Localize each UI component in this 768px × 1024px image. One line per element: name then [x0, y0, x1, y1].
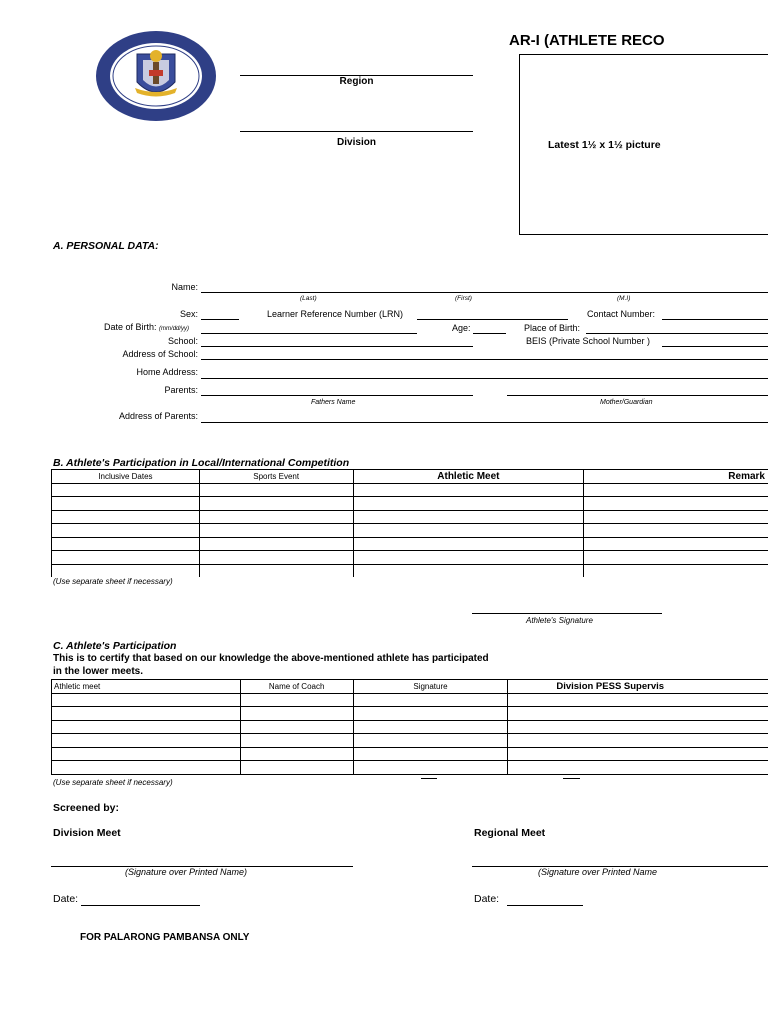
lrn-label: Learner Reference Number (LRN) — [267, 309, 404, 319]
col-division-pess-supervisor: Division PESS Supervis — [508, 680, 768, 694]
form-title: AR-I (ATHLETE RECO — [509, 32, 665, 49]
address-of-school-field[interactable] — [201, 359, 768, 360]
small-dash-1 — [421, 778, 437, 779]
col-remarks: Remark — [584, 470, 768, 484]
table-row[interactable] — [52, 551, 768, 565]
small-dash-2 — [563, 778, 580, 779]
table-row[interactable] — [52, 483, 768, 497]
table-row[interactable] — [52, 707, 768, 721]
first-hint: (First) — [455, 295, 472, 302]
contact-label: Contact Number: — [587, 309, 656, 319]
parents-label: Parents: — [164, 385, 198, 395]
address-of-parents-field[interactable] — [201, 422, 768, 423]
table-header-row — [52, 680, 768, 694]
table-row[interactable] — [52, 761, 768, 775]
section-b-table-wrap — [51, 469, 768, 577]
table-row[interactable] — [52, 747, 768, 761]
name-label: Name: — [171, 282, 198, 292]
col-inclusive-dates: Inclusive Dates — [52, 470, 200, 484]
division-meet-label: Division Meet — [53, 827, 121, 839]
section-b-note: (Use separate sheet if necessary) — [53, 577, 173, 586]
regional-signature-label: (Signature over Printed Name — [538, 867, 658, 877]
sex-field[interactable] — [201, 319, 239, 320]
mother-field[interactable] — [507, 395, 768, 396]
lrn-field[interactable] — [417, 319, 568, 320]
col-signature: Signature — [353, 680, 508, 694]
school-label: School: — [167, 336, 198, 346]
date-left-field[interactable] — [81, 905, 200, 906]
date-right-label: Date: — [474, 893, 503, 905]
division-line — [240, 131, 473, 132]
beis-field[interactable] — [662, 346, 768, 347]
regional-meet-label: Regional Meet — [474, 827, 546, 839]
certify-line-2: in the lower meets. — [53, 666, 144, 677]
section-b-heading: B. Athlete's Participation in Local/International Competition — [53, 457, 350, 469]
palarong-pambansa-label: FOR PALARONG PAMBANSA ONLY — [80, 932, 250, 943]
place-of-birth-label: Place of Birth: — [524, 323, 581, 333]
last-hint: (Last) — [300, 295, 317, 302]
table-row[interactable] — [52, 693, 768, 707]
section-c-note: (Use separate sheet if necessary) — [53, 778, 173, 787]
region-label: Region — [339, 76, 374, 87]
certify-line-1: This is to certify that based on our knowledge the above-mentioned athlete has participated — [53, 653, 489, 664]
mother-guardian-hint: Mother/Guardian — [600, 399, 653, 406]
address-of-school-label: Address of School: — [122, 349, 198, 359]
father-field[interactable] — [201, 395, 473, 396]
date-right-field[interactable] — [507, 905, 583, 906]
table-row[interactable] — [52, 564, 768, 577]
place-of-birth-field[interactable] — [586, 333, 768, 334]
contact-field[interactable] — [662, 319, 768, 320]
name-field[interactable] — [201, 292, 768, 293]
table-row[interactable] — [52, 524, 768, 538]
section-c-table-wrap — [51, 679, 768, 778]
section-a-heading: A. PERSONAL DATA: — [53, 240, 159, 252]
table-row[interactable] — [52, 510, 768, 524]
athlete-signature-label: Athlete's Signature — [526, 616, 593, 625]
dob-text: Date of Birth: — [104, 322, 157, 332]
col-athletic-meet-c: Athletic meet — [52, 680, 241, 694]
section-c-table — [51, 679, 768, 775]
deped-seal-logo — [95, 30, 217, 122]
home-address-label: Home Address: — [136, 367, 198, 377]
table-row[interactable] — [52, 537, 768, 551]
division-label: Division — [337, 137, 376, 148]
table-row[interactable] — [52, 720, 768, 734]
dob-label — [104, 322, 189, 332]
division-signature-label: (Signature over Printed Name) — [125, 867, 248, 877]
mi-hint: (M.I) — [617, 295, 631, 302]
fathers-name-hint: Fathers Name — [311, 399, 356, 406]
date-left-label: Date: — [53, 893, 79, 905]
section-b-table — [51, 469, 768, 577]
col-athletic-meet: Athletic Meet — [353, 470, 584, 484]
dob-field[interactable] — [201, 333, 417, 334]
home-address-field[interactable] — [201, 378, 768, 379]
section-c-heading: C. Athlete's Participation — [53, 640, 177, 652]
address-of-parents-label: Address of Parents: — [118, 411, 198, 421]
photo-label: Latest 1½ x 1½ picture — [548, 139, 661, 151]
table-row[interactable] — [52, 734, 768, 748]
athlete-signature-line[interactable] — [472, 613, 662, 614]
col-name-of-coach: Name of Coach — [240, 680, 353, 694]
age-field[interactable] — [473, 333, 506, 334]
dob-format: (mm/dd/yy) — [159, 326, 190, 332]
table-header-row — [52, 470, 768, 484]
table-row[interactable] — [52, 497, 768, 511]
sex-label: Sex: — [179, 309, 198, 319]
screened-by-label: Screened by: — [53, 802, 119, 814]
age-label: Age: — [452, 323, 471, 333]
col-sports-event: Sports Event — [199, 470, 353, 484]
beis-label: BEIS (Private School Number ) — [526, 336, 651, 346]
school-field[interactable] — [201, 346, 473, 347]
